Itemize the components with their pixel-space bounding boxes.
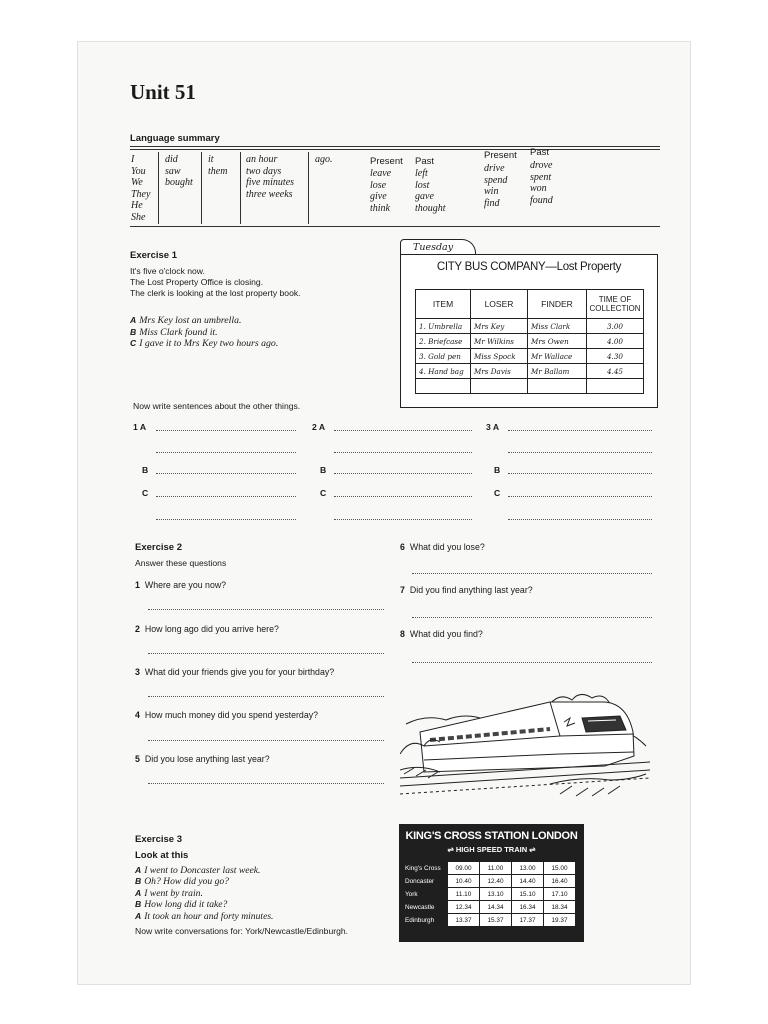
question-5: 5 Did you lose anything last year? [135,754,270,764]
cell: Mrs Davis [471,364,528,379]
cell [587,379,644,394]
cell: 2. Briefcase [416,334,471,349]
verb-present: think [370,202,390,214]
time-phrase: three weeks [246,188,293,200]
table1-present [370,168,391,214]
exercise3-subheading: Look at this [135,850,189,861]
table-row [403,862,576,875]
answer-label-b: B [494,465,501,475]
pronoun: She [131,211,146,223]
exercise1-instruction: Now write sentences about the other things. [133,401,301,411]
time-cell: 15.00 [544,862,576,875]
summary-pronouns [131,154,150,223]
question-7: 7 Did you find anything last year? [400,585,533,595]
answer-label-c: C [494,488,501,498]
time-cell: 14.40 [512,875,544,888]
answer-line[interactable] [156,473,296,474]
cell: Mr Wilkins [471,334,528,349]
answer-line[interactable] [412,573,652,574]
example-line: C I gave it to Mrs Key two hours ago. [130,338,279,349]
verb-past: found [530,194,553,206]
verb-present: drive [484,163,505,174]
workbook-page [78,42,690,984]
answer-line[interactable] [334,496,472,497]
dialogue-line: A It took an hour and forty minutes. [135,910,274,922]
summary-times [246,154,294,200]
cell [471,379,528,394]
table-row [403,875,576,888]
answer-line[interactable] [412,662,652,663]
answer-line[interactable] [508,473,652,474]
exercise2-intro: Answer these questions [135,558,227,568]
time-cell: 18.34 [544,901,576,914]
cell: 4.30 [587,349,644,364]
answer-line[interactable] [334,452,472,453]
time-cell: 13.00 [512,862,544,875]
table2-present [484,163,507,209]
answer-line[interactable] [334,430,472,431]
time-cell: 15.37 [480,914,512,927]
answer-line[interactable] [508,519,652,520]
unit-title: Unit 51 [130,80,196,104]
table-row [416,334,644,349]
table-row [416,379,644,394]
time-cell: 15.10 [512,888,544,901]
cell: 3.00 [587,319,644,334]
summary-top-rule [130,146,660,147]
timetable-subtitle: ⇌ HIGH SPEED TRAIN ⇌ [447,845,536,854]
time-cell: 17.10 [544,888,576,901]
station-name: York [405,890,418,898]
verb-past: thought [415,202,446,214]
question-4: 4 How much money did you spend yesterday? [135,710,319,720]
answer-line[interactable] [508,430,652,431]
time-cell: 16.34 [512,901,544,914]
pronoun: They [131,188,151,200]
header-finder: FINDER [528,290,587,319]
time-cell: 09.00 [448,862,480,875]
station-name: King's Cross [405,864,441,872]
station-name: Doncaster [405,877,435,885]
table-row [416,319,644,334]
dialogue-line: B Oh? How did you go? [135,876,229,888]
time-cell: 19.37 [544,914,576,927]
answer-label-1a: 1 A [133,422,147,432]
pronoun: We [131,177,143,188]
time-cell: 13.37 [448,914,480,927]
train-illustration [400,674,650,804]
summary-divider [201,152,202,224]
answer-line[interactable] [508,452,652,453]
card-tab-label: Tuesday [413,242,454,253]
verb-present: leave [370,168,392,179]
timetable [399,824,584,942]
exercise1-intro [130,266,301,299]
dialogue-line: B How long did it take? [135,899,228,911]
dialogue-line: A I went by train. [135,887,203,899]
cell: Miss Clark [528,319,587,334]
header-collection: TIME OF COLLECTION [587,290,644,319]
verb: did [165,154,178,165]
station-name: Edinburgh [405,916,435,924]
answer-label-b: B [320,465,327,475]
answer-line[interactable] [334,519,472,520]
answer-line[interactable] [156,519,296,520]
cell [528,379,587,394]
verb: bought [165,177,193,188]
table-row [416,349,644,364]
table1-head-past: Past [415,156,435,167]
table-row [403,914,576,927]
cell: 4. Hand bag [416,364,471,379]
verb-past: drove [530,160,553,171]
answer-label-c: C [320,488,327,498]
answer-label-b: B [142,465,149,475]
time-cell: 10.40 [448,875,480,888]
time-cell: 11.10 [448,888,480,901]
summary-divider [308,152,309,224]
pronoun: I [131,154,135,165]
exercise1-heading: Exercise 1 [130,250,178,261]
time-cell: 11.00 [480,862,512,875]
time-cell: 13.10 [480,888,512,901]
question-8: 8 What did you find? [400,629,483,639]
answer-line[interactable] [334,473,472,474]
example-line: A Mrs Key lost an umbrella. [130,315,242,326]
question-1: 1 Where are you now? [135,580,227,590]
cell: 4.45 [587,364,644,379]
answer-line[interactable] [148,783,384,784]
cell: Mrs Key [471,319,528,334]
table1-head-present: Present [370,156,403,167]
answer-line[interactable] [148,609,384,610]
question-3: 3 What did your friends give you for your birthday? [135,667,335,677]
dialogue-line: A I went to Doncaster last week. [135,865,261,876]
cell: Mrs Owen [528,334,587,349]
exercise3-instruction: Now write conversations for: York/Newcastle/Edinburgh. [135,926,349,936]
summary-ago: ago. [315,154,333,165]
summary-top-rule-2 [130,149,660,150]
verb-past: won [530,183,547,194]
verb-present: spend [484,174,508,186]
summary-objects [208,154,227,177]
table2-past [530,160,553,206]
question-6: 6 What did you lose? [400,542,485,552]
rail-logo-icon: ⇌ [447,845,456,854]
verb-present: lose [370,179,387,191]
verb-past: spent [530,171,552,183]
answer-line[interactable] [148,653,384,654]
example-line: B Miss Clark found it. [130,326,218,338]
cell: 4.00 [587,334,644,349]
lost-property-card [400,254,658,408]
pronoun: He [131,200,143,211]
time-phrase: five minutes [246,177,295,188]
table-row [416,364,644,379]
table2-head-past: Past [530,147,550,158]
answer-line[interactable] [148,696,384,697]
timetable-title: KING'S CROSS STATION LONDON [405,830,578,842]
verb-past: lost [415,179,430,191]
verb: saw [165,165,181,177]
verb-past: left [415,168,428,179]
question-2: 2 How long ago did you arrive here? [135,624,279,634]
time-cell: 12.40 [480,875,512,888]
table-row [403,888,576,901]
time-cell: 17.37 [512,914,544,927]
verb-present: win [484,186,499,197]
object-word: it [208,154,214,165]
answer-line[interactable] [412,617,652,618]
pronoun: You [131,165,146,177]
timetable-table [403,861,576,927]
cell: Mr Wallace [528,349,587,364]
summary-divider [240,152,241,224]
time-phrase: an hour [246,154,278,165]
answer-label-c: C [142,488,149,498]
answer-line[interactable] [508,496,652,497]
time-cell: 14.34 [480,901,512,914]
object-word: them [208,165,228,177]
cell: 1. Umbrella [416,319,471,334]
answer-line[interactable] [156,452,296,453]
answer-label-3a: 3 A [486,422,500,432]
table-row [403,901,576,914]
summary-bottom-rule [130,226,660,227]
answer-line[interactable] [156,496,296,497]
intro-line: The Lost Property Office is closing. [130,277,264,287]
verb-past: gave [415,191,434,202]
rail-logo-icon: ⇌ [527,845,536,854]
table2-head-present: Present [484,150,517,161]
time-cell: 16.40 [544,875,576,888]
exercise2-heading: Exercise 2 [135,542,183,553]
time-cell: 12.34 [448,901,480,914]
cell: 3. Gold pen [416,349,471,364]
answer-label-2a: 2 A [312,422,326,432]
table1-past [415,168,446,214]
summary-verbs [165,154,193,189]
cell: Mr Ballam [528,364,587,379]
table-header-row [416,290,644,319]
language-summary-heading: Language summary [130,133,220,144]
summary-divider [158,152,159,224]
header-loser: LOSER [471,290,528,319]
card-title: CITY BUS COMPANY—Lost Property [436,261,622,273]
verb-present: give [370,191,387,202]
answer-line[interactable] [148,740,384,741]
cell [416,379,471,394]
exercise3-heading: Exercise 3 [135,834,183,845]
station-name: Newcastle [405,903,435,911]
cell: Miss Spock [471,349,528,364]
exercise3-dialogue [135,865,273,922]
header-item: ITEM [416,290,471,319]
lost-property-table [415,289,644,394]
intro-line: It's five o'clock now. [130,266,205,276]
verb-present: find [484,197,500,209]
time-phrase: two days [246,165,282,177]
intro-line: The clerk is looking at the lost property book. [130,288,301,298]
exercise1-examples [130,315,278,350]
answer-line[interactable] [156,430,296,431]
